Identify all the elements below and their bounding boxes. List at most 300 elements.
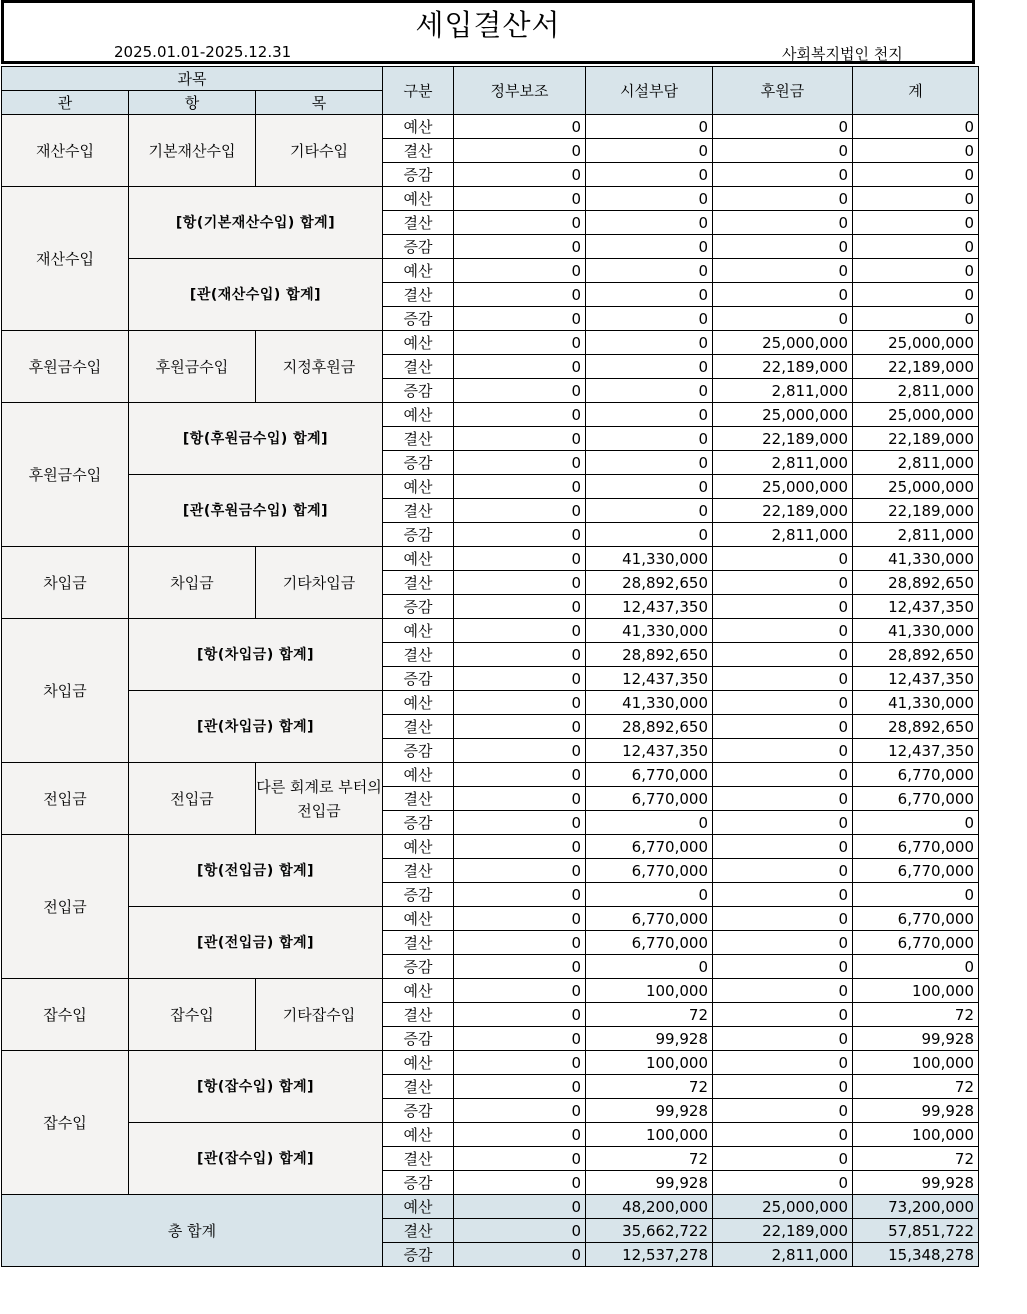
value-cell: 0 bbox=[713, 571, 853, 595]
gubun-cell: 증감 bbox=[383, 667, 454, 691]
table-row bbox=[2, 1051, 979, 1075]
value-cell: 22,189,000 bbox=[713, 427, 853, 451]
value-cell: 0 bbox=[586, 451, 713, 475]
value-cell: 6,770,000 bbox=[586, 907, 713, 931]
value-cell: 0 bbox=[454, 331, 586, 355]
gubun-cell: 증감 bbox=[383, 451, 454, 475]
value-cell: 0 bbox=[713, 1003, 853, 1027]
gwan-cell: 후원금수입 bbox=[2, 403, 129, 547]
table-row bbox=[2, 907, 979, 931]
value-cell: 12,437,350 bbox=[853, 667, 979, 691]
gubun-cell: 결산 bbox=[383, 211, 454, 235]
gubun-cell: 결산 bbox=[383, 1219, 454, 1243]
value-cell: 0 bbox=[713, 715, 853, 739]
value-cell: 0 bbox=[713, 307, 853, 331]
gubun-cell: 결산 bbox=[383, 1147, 454, 1171]
value-cell: 0 bbox=[454, 667, 586, 691]
value-cell: 0 bbox=[454, 739, 586, 763]
gubun-cell: 증감 bbox=[383, 163, 454, 187]
grand-total-label: 총 합계 bbox=[2, 1195, 383, 1267]
value-cell: 0 bbox=[853, 139, 979, 163]
hang-cell: 기본재산수입 bbox=[129, 115, 256, 187]
header-facility-burden: 시설부담 bbox=[586, 67, 713, 115]
value-cell: 25,000,000 bbox=[853, 403, 979, 427]
gwan-cell: 후원금수입 bbox=[2, 331, 129, 403]
value-cell: 0 bbox=[713, 979, 853, 1003]
table-row bbox=[2, 979, 979, 1003]
gwan-cell: 잡수입 bbox=[2, 1051, 129, 1195]
value-cell: 0 bbox=[586, 475, 713, 499]
value-cell: 99,928 bbox=[586, 1027, 713, 1051]
value-cell: 0 bbox=[454, 115, 586, 139]
gubun-cell: 증감 bbox=[383, 1171, 454, 1195]
value-cell: 0 bbox=[454, 571, 586, 595]
value-cell: 0 bbox=[454, 187, 586, 211]
gubun-cell: 증감 bbox=[383, 307, 454, 331]
value-cell: 0 bbox=[454, 523, 586, 547]
value-cell: 0 bbox=[454, 907, 586, 931]
value-cell: 0 bbox=[713, 235, 853, 259]
mok-cell: 기타차입금 bbox=[256, 547, 383, 619]
value-cell: 0 bbox=[454, 1195, 586, 1219]
value-cell: 0 bbox=[454, 403, 586, 427]
value-cell: 0 bbox=[853, 115, 979, 139]
fiscal-period: 2025.01.01-2025.12.31 bbox=[114, 43, 292, 61]
value-cell: 73,200,000 bbox=[853, 1195, 979, 1219]
gubun-cell: 증감 bbox=[383, 1243, 454, 1267]
value-cell: 0 bbox=[713, 619, 853, 643]
value-cell: 12,437,350 bbox=[586, 595, 713, 619]
value-cell: 0 bbox=[586, 811, 713, 835]
value-cell: 0 bbox=[586, 115, 713, 139]
table-row bbox=[2, 403, 979, 427]
value-cell: 0 bbox=[853, 883, 979, 907]
gubun-cell: 예산 bbox=[383, 979, 454, 1003]
value-cell: 0 bbox=[454, 355, 586, 379]
gubun-cell: 예산 bbox=[383, 1051, 454, 1075]
value-cell: 0 bbox=[454, 163, 586, 187]
value-cell: 0 bbox=[713, 787, 853, 811]
value-cell: 2,811,000 bbox=[713, 523, 853, 547]
value-cell: 0 bbox=[713, 1027, 853, 1051]
value-cell: 41,330,000 bbox=[586, 691, 713, 715]
gubun-cell: 예산 bbox=[383, 187, 454, 211]
value-cell: 12,437,350 bbox=[853, 595, 979, 619]
table-row bbox=[2, 115, 979, 139]
value-cell: 0 bbox=[713, 1051, 853, 1075]
value-cell: 72 bbox=[586, 1075, 713, 1099]
gubun-cell: 결산 bbox=[383, 355, 454, 379]
value-cell: 0 bbox=[454, 475, 586, 499]
value-cell: 0 bbox=[454, 427, 586, 451]
gwan-cell: 전입금 bbox=[2, 835, 129, 979]
value-cell: 2,811,000 bbox=[853, 379, 979, 403]
value-cell: 0 bbox=[454, 547, 586, 571]
gwan-cell: 잡수입 bbox=[2, 979, 129, 1051]
value-cell: 99,928 bbox=[586, 1171, 713, 1195]
gubun-cell: 결산 bbox=[383, 427, 454, 451]
table-row bbox=[2, 547, 979, 571]
value-cell: 0 bbox=[713, 283, 853, 307]
table-row bbox=[2, 835, 979, 859]
value-cell: 28,892,650 bbox=[853, 643, 979, 667]
value-cell: 0 bbox=[713, 691, 853, 715]
table-row bbox=[2, 187, 979, 211]
value-cell: 0 bbox=[454, 1219, 586, 1243]
value-cell: 0 bbox=[454, 1027, 586, 1051]
value-cell: 2,811,000 bbox=[713, 451, 853, 475]
value-cell: 72 bbox=[586, 1003, 713, 1027]
value-cell: 0 bbox=[454, 283, 586, 307]
gubun-cell: 결산 bbox=[383, 139, 454, 163]
value-cell: 12,537,278 bbox=[586, 1243, 713, 1267]
value-cell: 0 bbox=[713, 595, 853, 619]
gubun-cell: 증감 bbox=[383, 523, 454, 547]
value-cell: 28,892,650 bbox=[586, 571, 713, 595]
value-cell: 100,000 bbox=[853, 1051, 979, 1075]
value-cell: 6,770,000 bbox=[853, 835, 979, 859]
value-cell: 0 bbox=[454, 955, 586, 979]
value-cell: 0 bbox=[454, 883, 586, 907]
value-cell: 2,811,000 bbox=[853, 523, 979, 547]
header-hang: 항 bbox=[129, 91, 256, 115]
value-cell: 12,437,350 bbox=[586, 667, 713, 691]
value-cell: 57,851,722 bbox=[853, 1219, 979, 1243]
value-cell: 25,000,000 bbox=[713, 331, 853, 355]
gubun-cell: 결산 bbox=[383, 787, 454, 811]
value-cell: 0 bbox=[586, 235, 713, 259]
document-title: 세입결산서 bbox=[415, 8, 561, 42]
value-cell: 2,811,000 bbox=[713, 379, 853, 403]
gubun-cell: 결산 bbox=[383, 643, 454, 667]
value-cell: 0 bbox=[586, 883, 713, 907]
value-cell: 0 bbox=[454, 643, 586, 667]
value-cell: 0 bbox=[713, 187, 853, 211]
value-cell: 6,770,000 bbox=[853, 787, 979, 811]
value-cell: 0 bbox=[454, 1075, 586, 1099]
value-cell: 72 bbox=[853, 1147, 979, 1171]
value-cell: 12,437,350 bbox=[586, 739, 713, 763]
value-cell: 0 bbox=[454, 451, 586, 475]
value-cell: 6,770,000 bbox=[853, 859, 979, 883]
gubun-cell: 결산 bbox=[383, 571, 454, 595]
gubun-cell: 증감 bbox=[383, 883, 454, 907]
value-cell: 0 bbox=[454, 859, 586, 883]
gubun-cell: 예산 bbox=[383, 835, 454, 859]
value-cell: 0 bbox=[586, 259, 713, 283]
gubun-cell: 결산 bbox=[383, 859, 454, 883]
header-gubun: 구분 bbox=[383, 67, 454, 115]
value-cell: 22,189,000 bbox=[713, 355, 853, 379]
value-cell: 0 bbox=[454, 211, 586, 235]
gubun-cell: 예산 bbox=[383, 331, 454, 355]
hang-cell: 후원금수입 bbox=[129, 331, 256, 403]
value-cell: 0 bbox=[853, 211, 979, 235]
mok-cell: 지정후원금 bbox=[256, 331, 383, 403]
gubun-cell: 결산 bbox=[383, 931, 454, 955]
value-cell: 25,000,000 bbox=[853, 331, 979, 355]
value-cell: 22,189,000 bbox=[713, 499, 853, 523]
mok-cell: 다른 회계로 부터의 전입금 bbox=[256, 763, 383, 835]
gwan-sum-label: [관(잡수입) 합계] bbox=[129, 1123, 383, 1195]
value-cell: 15,348,278 bbox=[853, 1243, 979, 1267]
value-cell: 0 bbox=[454, 979, 586, 1003]
value-cell: 22,189,000 bbox=[853, 355, 979, 379]
value-cell: 0 bbox=[713, 883, 853, 907]
gubun-cell: 증감 bbox=[383, 1099, 454, 1123]
gubun-cell: 예산 bbox=[383, 907, 454, 931]
table-row bbox=[2, 259, 979, 283]
value-cell: 99,928 bbox=[586, 1099, 713, 1123]
value-cell: 41,330,000 bbox=[853, 691, 979, 715]
gubun-cell: 예산 bbox=[383, 259, 454, 283]
value-cell: 0 bbox=[454, 1171, 586, 1195]
value-cell: 0 bbox=[586, 307, 713, 331]
gubun-cell: 증감 bbox=[383, 811, 454, 835]
header-gwan: 관 bbox=[2, 91, 129, 115]
value-cell: 6,770,000 bbox=[586, 787, 713, 811]
value-cell: 6,770,000 bbox=[586, 835, 713, 859]
gubun-cell: 결산 bbox=[383, 1003, 454, 1027]
value-cell: 0 bbox=[713, 931, 853, 955]
value-cell: 22,189,000 bbox=[713, 1219, 853, 1243]
value-cell: 0 bbox=[713, 739, 853, 763]
document-header bbox=[1, 0, 975, 64]
table-row bbox=[2, 331, 979, 355]
gubun-cell: 결산 bbox=[383, 499, 454, 523]
value-cell: 0 bbox=[586, 403, 713, 427]
gwan-cell: 차입금 bbox=[2, 619, 129, 763]
header-donations: 후원금 bbox=[713, 67, 853, 115]
value-cell: 0 bbox=[713, 763, 853, 787]
gubun-cell: 증감 bbox=[383, 739, 454, 763]
gwan-sum-label: [관(전입금) 합계] bbox=[129, 907, 383, 979]
revenue-settlement-table bbox=[1, 66, 979, 1267]
value-cell: 25,000,000 bbox=[713, 1195, 853, 1219]
value-cell: 0 bbox=[454, 235, 586, 259]
organization-name: 사회복지법인 천지 bbox=[782, 45, 903, 63]
hang-cell: 전입금 bbox=[129, 763, 256, 835]
header-total: 계 bbox=[853, 67, 979, 115]
value-cell: 0 bbox=[713, 811, 853, 835]
table-row bbox=[2, 763, 979, 787]
table-row bbox=[2, 691, 979, 715]
hang-sum-label: [항(전입금) 합계] bbox=[129, 835, 383, 907]
mok-cell: 기타잡수입 bbox=[256, 979, 383, 1051]
value-cell: 35,662,722 bbox=[586, 1219, 713, 1243]
gwan-sum-label: [관(재산수입) 합계] bbox=[129, 259, 383, 331]
value-cell: 0 bbox=[454, 835, 586, 859]
mok-cell: 기타수입 bbox=[256, 115, 383, 187]
value-cell: 0 bbox=[586, 163, 713, 187]
value-cell: 0 bbox=[454, 307, 586, 331]
value-cell: 0 bbox=[713, 115, 853, 139]
value-cell: 0 bbox=[454, 811, 586, 835]
value-cell: 28,892,650 bbox=[586, 715, 713, 739]
value-cell: 0 bbox=[454, 691, 586, 715]
gubun-cell: 증감 bbox=[383, 955, 454, 979]
value-cell: 0 bbox=[713, 163, 853, 187]
value-cell: 0 bbox=[586, 187, 713, 211]
value-cell: 0 bbox=[586, 499, 713, 523]
header-subject-group: 과목 bbox=[2, 67, 383, 91]
table-row bbox=[2, 475, 979, 499]
value-cell: 100,000 bbox=[586, 1123, 713, 1147]
value-cell: 0 bbox=[454, 139, 586, 163]
gwan-sum-label: [관(차입금) 합계] bbox=[129, 691, 383, 763]
value-cell: 0 bbox=[454, 1147, 586, 1171]
gubun-cell: 증감 bbox=[383, 235, 454, 259]
gubun-cell: 예산 bbox=[383, 547, 454, 571]
value-cell: 0 bbox=[586, 523, 713, 547]
gubun-cell: 예산 bbox=[383, 1123, 454, 1147]
value-cell: 12,437,350 bbox=[853, 739, 979, 763]
gubun-cell: 예산 bbox=[383, 763, 454, 787]
value-cell: 6,770,000 bbox=[586, 931, 713, 955]
value-cell: 0 bbox=[586, 355, 713, 379]
value-cell: 6,770,000 bbox=[853, 763, 979, 787]
value-cell: 28,892,650 bbox=[586, 643, 713, 667]
value-cell: 0 bbox=[454, 763, 586, 787]
value-cell: 0 bbox=[713, 835, 853, 859]
value-cell: 0 bbox=[454, 1123, 586, 1147]
value-cell: 0 bbox=[454, 595, 586, 619]
value-cell: 25,000,000 bbox=[713, 403, 853, 427]
gubun-cell: 증감 bbox=[383, 1027, 454, 1051]
value-cell: 2,811,000 bbox=[713, 1243, 853, 1267]
value-cell: 0 bbox=[713, 547, 853, 571]
value-cell: 100,000 bbox=[586, 979, 713, 1003]
value-cell: 0 bbox=[713, 1099, 853, 1123]
value-cell: 0 bbox=[454, 787, 586, 811]
value-cell: 22,189,000 bbox=[853, 427, 979, 451]
hang-sum-label: [항(후원금수입) 합계] bbox=[129, 403, 383, 475]
value-cell: 41,330,000 bbox=[586, 547, 713, 571]
value-cell: 41,330,000 bbox=[853, 547, 979, 571]
value-cell: 0 bbox=[713, 1171, 853, 1195]
gubun-cell: 결산 bbox=[383, 283, 454, 307]
header-mok: 목 bbox=[256, 91, 383, 115]
value-cell: 99,928 bbox=[853, 1099, 979, 1123]
value-cell: 99,928 bbox=[853, 1171, 979, 1195]
gubun-cell: 예산 bbox=[383, 115, 454, 139]
value-cell: 6,770,000 bbox=[586, 859, 713, 883]
gubun-cell: 결산 bbox=[383, 715, 454, 739]
value-cell: 0 bbox=[713, 667, 853, 691]
value-cell: 0 bbox=[586, 427, 713, 451]
value-cell: 0 bbox=[586, 139, 713, 163]
value-cell: 0 bbox=[853, 187, 979, 211]
header-gov-subsidy: 정부보조 bbox=[454, 67, 586, 115]
value-cell: 100,000 bbox=[586, 1051, 713, 1075]
hang-sum-label: [항(기본재산수입) 합계] bbox=[129, 187, 383, 259]
value-cell: 0 bbox=[853, 259, 979, 283]
value-cell: 28,892,650 bbox=[853, 715, 979, 739]
value-cell: 0 bbox=[713, 1147, 853, 1171]
value-cell: 0 bbox=[713, 643, 853, 667]
gubun-cell: 증감 bbox=[383, 379, 454, 403]
value-cell: 0 bbox=[853, 811, 979, 835]
gubun-cell: 예산 bbox=[383, 1195, 454, 1219]
value-cell: 100,000 bbox=[853, 1123, 979, 1147]
gwan-cell: 재산수입 bbox=[2, 187, 129, 331]
value-cell: 25,000,000 bbox=[713, 475, 853, 499]
value-cell: 0 bbox=[454, 1003, 586, 1027]
table-row bbox=[2, 1123, 979, 1147]
hang-cell: 차입금 bbox=[129, 547, 256, 619]
value-cell: 6,770,000 bbox=[853, 931, 979, 955]
value-cell: 0 bbox=[586, 379, 713, 403]
value-cell: 0 bbox=[454, 931, 586, 955]
value-cell: 0 bbox=[713, 259, 853, 283]
value-cell: 25,000,000 bbox=[853, 475, 979, 499]
hang-sum-label: [항(차입금) 합계] bbox=[129, 619, 383, 691]
value-cell: 28,892,650 bbox=[853, 571, 979, 595]
gubun-cell: 결산 bbox=[383, 1075, 454, 1099]
value-cell: 0 bbox=[454, 1099, 586, 1123]
value-cell: 0 bbox=[853, 283, 979, 307]
value-cell: 0 bbox=[713, 139, 853, 163]
value-cell: 0 bbox=[586, 211, 713, 235]
gubun-cell: 예산 bbox=[383, 619, 454, 643]
value-cell: 0 bbox=[713, 859, 853, 883]
gwan-sum-label: [관(후원금수입) 합계] bbox=[129, 475, 383, 547]
value-cell: 0 bbox=[713, 1123, 853, 1147]
value-cell: 2,811,000 bbox=[853, 451, 979, 475]
gwan-cell: 전입금 bbox=[2, 763, 129, 835]
value-cell: 0 bbox=[454, 379, 586, 403]
gubun-cell: 예산 bbox=[383, 403, 454, 427]
value-cell: 0 bbox=[853, 307, 979, 331]
gubun-cell: 예산 bbox=[383, 691, 454, 715]
table-row bbox=[2, 619, 979, 643]
gubun-cell: 증감 bbox=[383, 595, 454, 619]
value-cell: 0 bbox=[454, 1243, 586, 1267]
value-cell: 0 bbox=[713, 211, 853, 235]
table-row-total bbox=[2, 1195, 979, 1219]
value-cell: 22,189,000 bbox=[853, 499, 979, 523]
hang-cell: 잡수입 bbox=[129, 979, 256, 1051]
value-cell: 41,330,000 bbox=[853, 619, 979, 643]
gubun-cell: 예산 bbox=[383, 475, 454, 499]
value-cell: 6,770,000 bbox=[586, 763, 713, 787]
value-cell: 41,330,000 bbox=[586, 619, 713, 643]
value-cell: 0 bbox=[586, 331, 713, 355]
value-cell: 0 bbox=[853, 235, 979, 259]
value-cell: 0 bbox=[586, 283, 713, 307]
value-cell: 6,770,000 bbox=[853, 907, 979, 931]
value-cell: 0 bbox=[454, 1051, 586, 1075]
value-cell: 99,928 bbox=[853, 1027, 979, 1051]
value-cell: 0 bbox=[454, 619, 586, 643]
value-cell: 0 bbox=[454, 499, 586, 523]
value-cell: 0 bbox=[454, 715, 586, 739]
value-cell: 72 bbox=[853, 1075, 979, 1099]
value-cell: 0 bbox=[713, 1075, 853, 1099]
value-cell: 0 bbox=[713, 907, 853, 931]
value-cell: 0 bbox=[713, 955, 853, 979]
gwan-cell: 차입금 bbox=[2, 547, 129, 619]
value-cell: 0 bbox=[853, 163, 979, 187]
hang-sum-label: [항(잡수입) 합계] bbox=[129, 1051, 383, 1123]
value-cell: 72 bbox=[853, 1003, 979, 1027]
value-cell: 0 bbox=[454, 259, 586, 283]
value-cell: 0 bbox=[586, 955, 713, 979]
value-cell: 100,000 bbox=[853, 979, 979, 1003]
gwan-cell: 재산수입 bbox=[2, 115, 129, 187]
value-cell: 48,200,000 bbox=[586, 1195, 713, 1219]
value-cell: 0 bbox=[853, 955, 979, 979]
